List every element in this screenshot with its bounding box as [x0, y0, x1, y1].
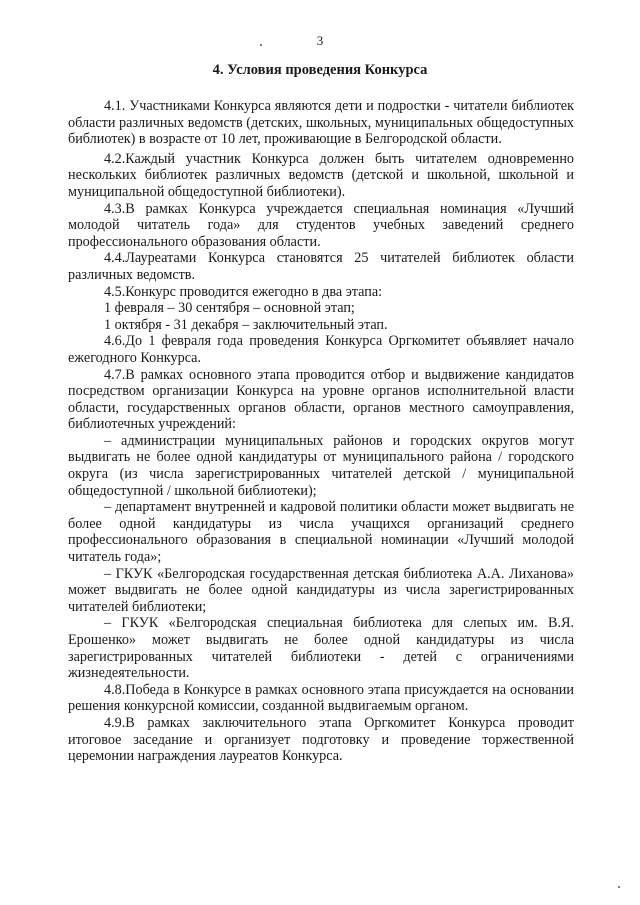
paragraph-4-9: 4.9.В рамках заключительного этапа Оргкомитет Конкурса проводит итоговое заседание и организует подготовку и проведение торжественной церемонии награждения лауреатов Конкурса.: [68, 714, 574, 765]
section-body: [68, 98, 574, 765]
stage-final-dates: 1 октября - 31 декабря – заключительный этап.: [104, 316, 388, 333]
paragraph-4-3: 4.3.В рамках Конкурса учреждается специальная номинация «Лучший молодой читатель года» для студентов учебных заведений среднего профессионального образования области.: [68, 200, 574, 250]
scan-speck: [618, 886, 620, 888]
list-item-children-library: – ГКУК «Белгородская государственная детская библиотека А.А. Лиханова» может выдвигать не более одной кандидатуры из числа зарегистрированных читателей библиотеки;: [68, 565, 574, 615]
paragraph-4-4: 4.4.Лауреатами Конкурса становятся 25 читателей библиотек области различных ведомств.: [68, 250, 574, 283]
paragraph-4-5: 4.5.Конкурс проводится ежегодно в два этапа:: [104, 283, 383, 300]
paragraph-4-7: 4.7.В рамках основного этапа проводится отбор и выдвижение кандидатов посредством организации Конкурса на уровне органов исполнительной власти области, государственных органов области, органов местного самоуправления, библиотечных учреждений:: [68, 366, 574, 433]
paragraph-4-2: 4.2.Каждый участник Конкурса должен быть читателем одновременно нескольких библиотек различных ведомств (детской и школьной, школьной и муниципальной общедоступной библиотеки).: [68, 150, 574, 200]
list-item-municipal-administrations: – администрации муниципальных районов и городских округов могут выдвигать не более одной кандидатуры от муниципального района / городского округа (из числа зарегистрированных читателей детской / муниципальной общедоступной / школьной библиотеки);: [68, 432, 574, 499]
paragraph-4-8: 4.8.Победа в Конкурсе в рамках основного этапа присуждается на основании решения конкурсной комиссии, созданной выдвигаемым органом.: [68, 681, 574, 715]
paragraph-4-6: 4.6.До 1 февраля года проведения Конкурса Оргкомитет объявляет начало ежегодного Конкурса.: [68, 333, 574, 366]
stage-main-dates: 1 февраля – 30 сентября – основной этап;: [104, 300, 355, 317]
section-heading: 4. Условия проведения Конкурса: [212, 62, 428, 78]
page-number: 3: [316, 33, 324, 48]
paragraph-4-1: 4.1. Участниками Конкурса являются дети и подростки - читатели библиотек области различных ведомств (детских, школьных, муниципальных общедоступных библиотек) в возрасте от 10 лет, проживающие в Белгородской области.: [68, 98, 574, 148]
list-item-department-policy: – департамент внутренней и кадровой политики области может выдвигать не более одной кандидатуры из числа учащихся организаций среднего профессионального образования в специальной номинации «Лучший молодой читатель года»;: [68, 499, 574, 566]
list-item-library-for-blind: – ГКУК «Белгородская специальная библиотека для слепых им. В.Я. Ерошенко» может выдвигать не более одной кандидатуры из числа зарегистрированных читателей библиотеки - детей с ограничениями жизнедеятельности.: [68, 615, 574, 682]
